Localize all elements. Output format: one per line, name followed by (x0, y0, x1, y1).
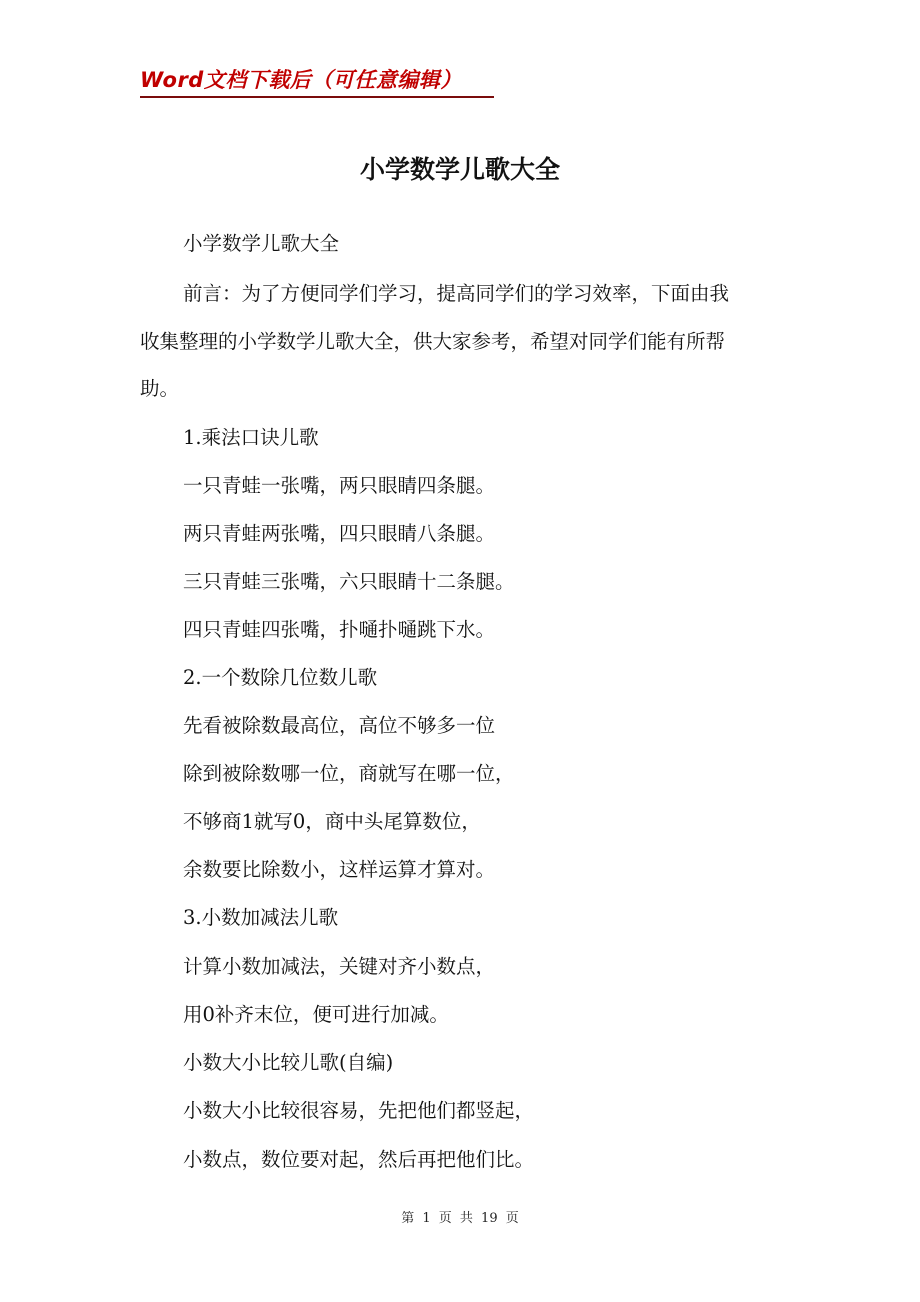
paragraph-line: 助。 (140, 377, 180, 400)
paragraph-line: 前言：为了方便同学们学习，提高同学们的学习效率，下面由我 (183, 282, 730, 305)
section-heading: 小数大小比较儿歌(自编) (183, 1051, 394, 1074)
paragraph-line: 小学数学儿歌大全 (183, 232, 340, 255)
paragraph-line: 三只青蛙三张嘴，六只眼睛十二条腿。 (183, 570, 515, 593)
paragraph-line: 一只青蛙一张嘴，两只眼睛四条腿。 (183, 474, 496, 497)
section-heading: 1.乘法口诀儿歌 (183, 426, 319, 449)
paragraph-line: 先看被除数最高位，高位不够多一位 (183, 714, 496, 737)
paragraph-line: 小数点，数位要对起，然后再把他们比。 (183, 1148, 535, 1171)
paragraph-line: 计算小数加减法，关键对齐小数点， (183, 955, 496, 978)
paragraph-line: 不够商1就写0，商中头尾算数位， (183, 810, 481, 833)
paragraph-line: 小数大小比较很容易，先把他们都竖起， (183, 1099, 535, 1122)
section-heading: 3.小数加减法儿歌 (183, 906, 339, 929)
download-banner (140, 62, 494, 98)
paragraph-line: 余数要比除数小，这样运算才算对。 (183, 858, 496, 881)
section-heading: 2.一个数除几位数儿歌 (183, 666, 378, 689)
paragraph-line: 收集整理的小学数学儿歌大全，供大家参考，希望对同学们能有所帮 (140, 330, 726, 353)
page-number: 第 1 页 共 19 页 (401, 1211, 519, 1226)
banner-text: Word文档下载后（可任意编辑） (140, 68, 462, 92)
paragraph-line: 用0补齐末位，便可进行加减。 (183, 1003, 449, 1026)
paragraph-line: 除到被除数哪一位，商就写在哪一位， (183, 762, 515, 785)
paragraph-line: 四只青蛙四张嘴，扑嗵扑嗵跳下水。 (183, 618, 496, 641)
paragraph-line: 两只青蛙两张嘴，四只眼睛八条腿。 (183, 522, 496, 545)
document-title: 小学数学儿歌大全 (359, 155, 560, 184)
